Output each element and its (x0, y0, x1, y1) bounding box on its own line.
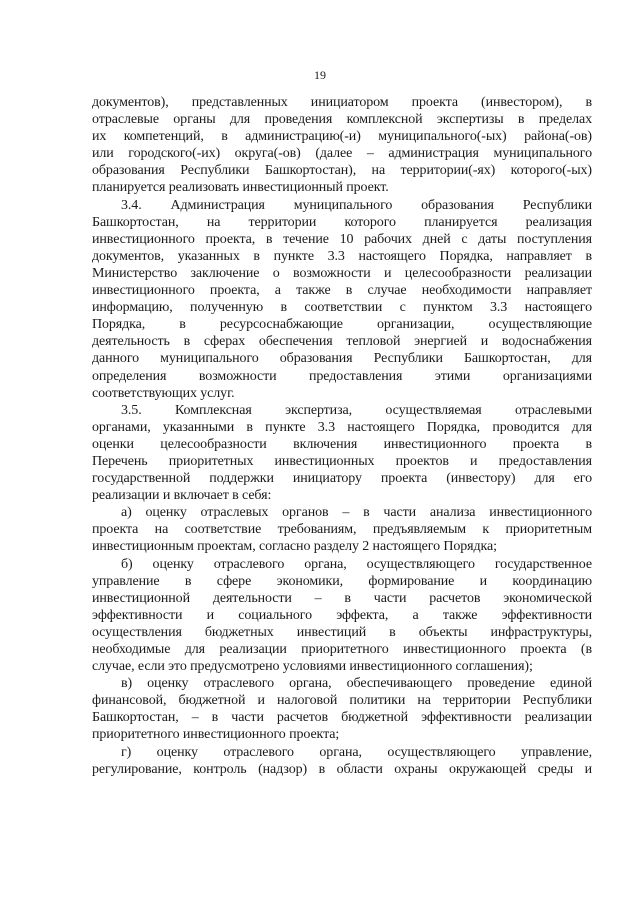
text-line: документов, указанных в пункте 3.3 настоящего Порядка, направляет в (92, 248, 592, 264)
text-line: их компетенций, в администрацию(-и) муниципального(-ых) района(-ов) (92, 129, 592, 145)
text-line: образования Республики Башкортостан), на территории(-ях) которого(-ых) (92, 163, 592, 179)
text-line: определения возможности предоставления этими организациями (92, 368, 592, 384)
text-line: органами, указанными в пункте 3.3 настоящего Порядка, проводится для (92, 419, 592, 435)
list-item-b (92, 556, 592, 676)
text-line: государственной поддержки инициатору проекта (инвестору) для его (92, 471, 592, 487)
paragraph-intro (92, 94, 592, 197)
text-line: 3.4. Администрация муниципального образования Республики (121, 197, 592, 213)
paragraph-3-4 (92, 197, 592, 402)
text-line: Башкортостан, на территории которого планируется реализация (92, 214, 592, 230)
text-line: проекта на соответствие требованиям, предъявляемым к приоритетным (92, 522, 592, 538)
text-line: Перечень приоритетных инвестиционных проектов и предоставления (92, 453, 592, 469)
text-line: инвестиционным проектам, согласно разделу 2 настоящего Порядка; (92, 539, 497, 555)
text-line: в) оценку отраслевого органа, обеспечивающего проведение единой (121, 676, 592, 692)
text-line: или городского(-их) округа(-ов) (далее – администрация муниципального (92, 146, 592, 162)
text-line: г) оценку отраслевого органа, осуществляющего управление, (121, 744, 592, 760)
text-line: случае, если это предусмотрено условиями инвестиционного соглашения); (92, 659, 533, 675)
text-line: соответствующих услуг. (92, 385, 235, 401)
document-body (92, 94, 592, 778)
text-line: осуществления бюджетных инвестиций в объекты инфраструктуры, (92, 624, 592, 640)
text-line: отраслевые органы для проведения комплексной экспертизы в пределах (92, 112, 592, 128)
text-line: деятельность в сферах обеспечения тепловой энергией и водоснабжения (92, 334, 592, 350)
text-line: финансовой, бюджетной и налоговой политики на территории Республики (92, 693, 592, 709)
text-line: б) оценку отраслевого органа, осуществляющего государственное (121, 556, 592, 572)
text-line: данного муниципального образования Республики Башкортостан, для (92, 351, 592, 367)
text-line: 3.5. Комплексная экспертиза, осуществляемая отраслевыми (121, 402, 592, 418)
text-line: Министерство заключение о возможности и целесообразности реализации (92, 265, 592, 281)
text-line: инвестиционного проекта, а также в случае необходимости направляет (92, 283, 592, 299)
text-line: оценки целесообразности включения инвестиционного проекта в (92, 436, 592, 452)
text-line: инвестиционной деятельности – в части расчетов экономической (92, 590, 592, 606)
text-line: информацию, полученную в соответствии с пунктом 3.3 настоящего (92, 300, 592, 316)
list-item-g (92, 744, 592, 778)
text-line: Порядка, в ресурсоснабжающие организации, осуществляющие (92, 317, 592, 333)
text-line: реализации и включает в себя: (92, 488, 272, 504)
paragraph-3-5 (92, 402, 592, 505)
text-line: планируется реализовать инвестиционный проект. (92, 180, 389, 196)
text-line: Башкортостан, – в части расчетов бюджетной эффективности реализации (92, 710, 592, 726)
text-line: управление в сфере экономики, формирование и координацию (92, 573, 592, 589)
list-item-a (92, 504, 592, 555)
text-line: эффективности и социального эффекта, а также эффективности (92, 607, 592, 623)
list-item-v (92, 675, 592, 743)
text-line: необходимые для реализации приоритетного инвестиционного проекта (в (92, 642, 592, 657)
text-line: инвестиционного проекта, в течение 10 рабочих дней с даты поступления (92, 231, 592, 247)
text-line: приоритетного инвестиционного проекта; (92, 727, 340, 743)
page-number: 19 (314, 68, 326, 82)
text-line: регулирование, контроль (надзор) в области охраны окружающей среды и (92, 761, 592, 777)
text-line: а) оценку отраслевых органов – в части анализа инвестиционного (121, 505, 592, 521)
text-line: документов), представленных инициатором проекта (инвестором), в (92, 95, 592, 110)
